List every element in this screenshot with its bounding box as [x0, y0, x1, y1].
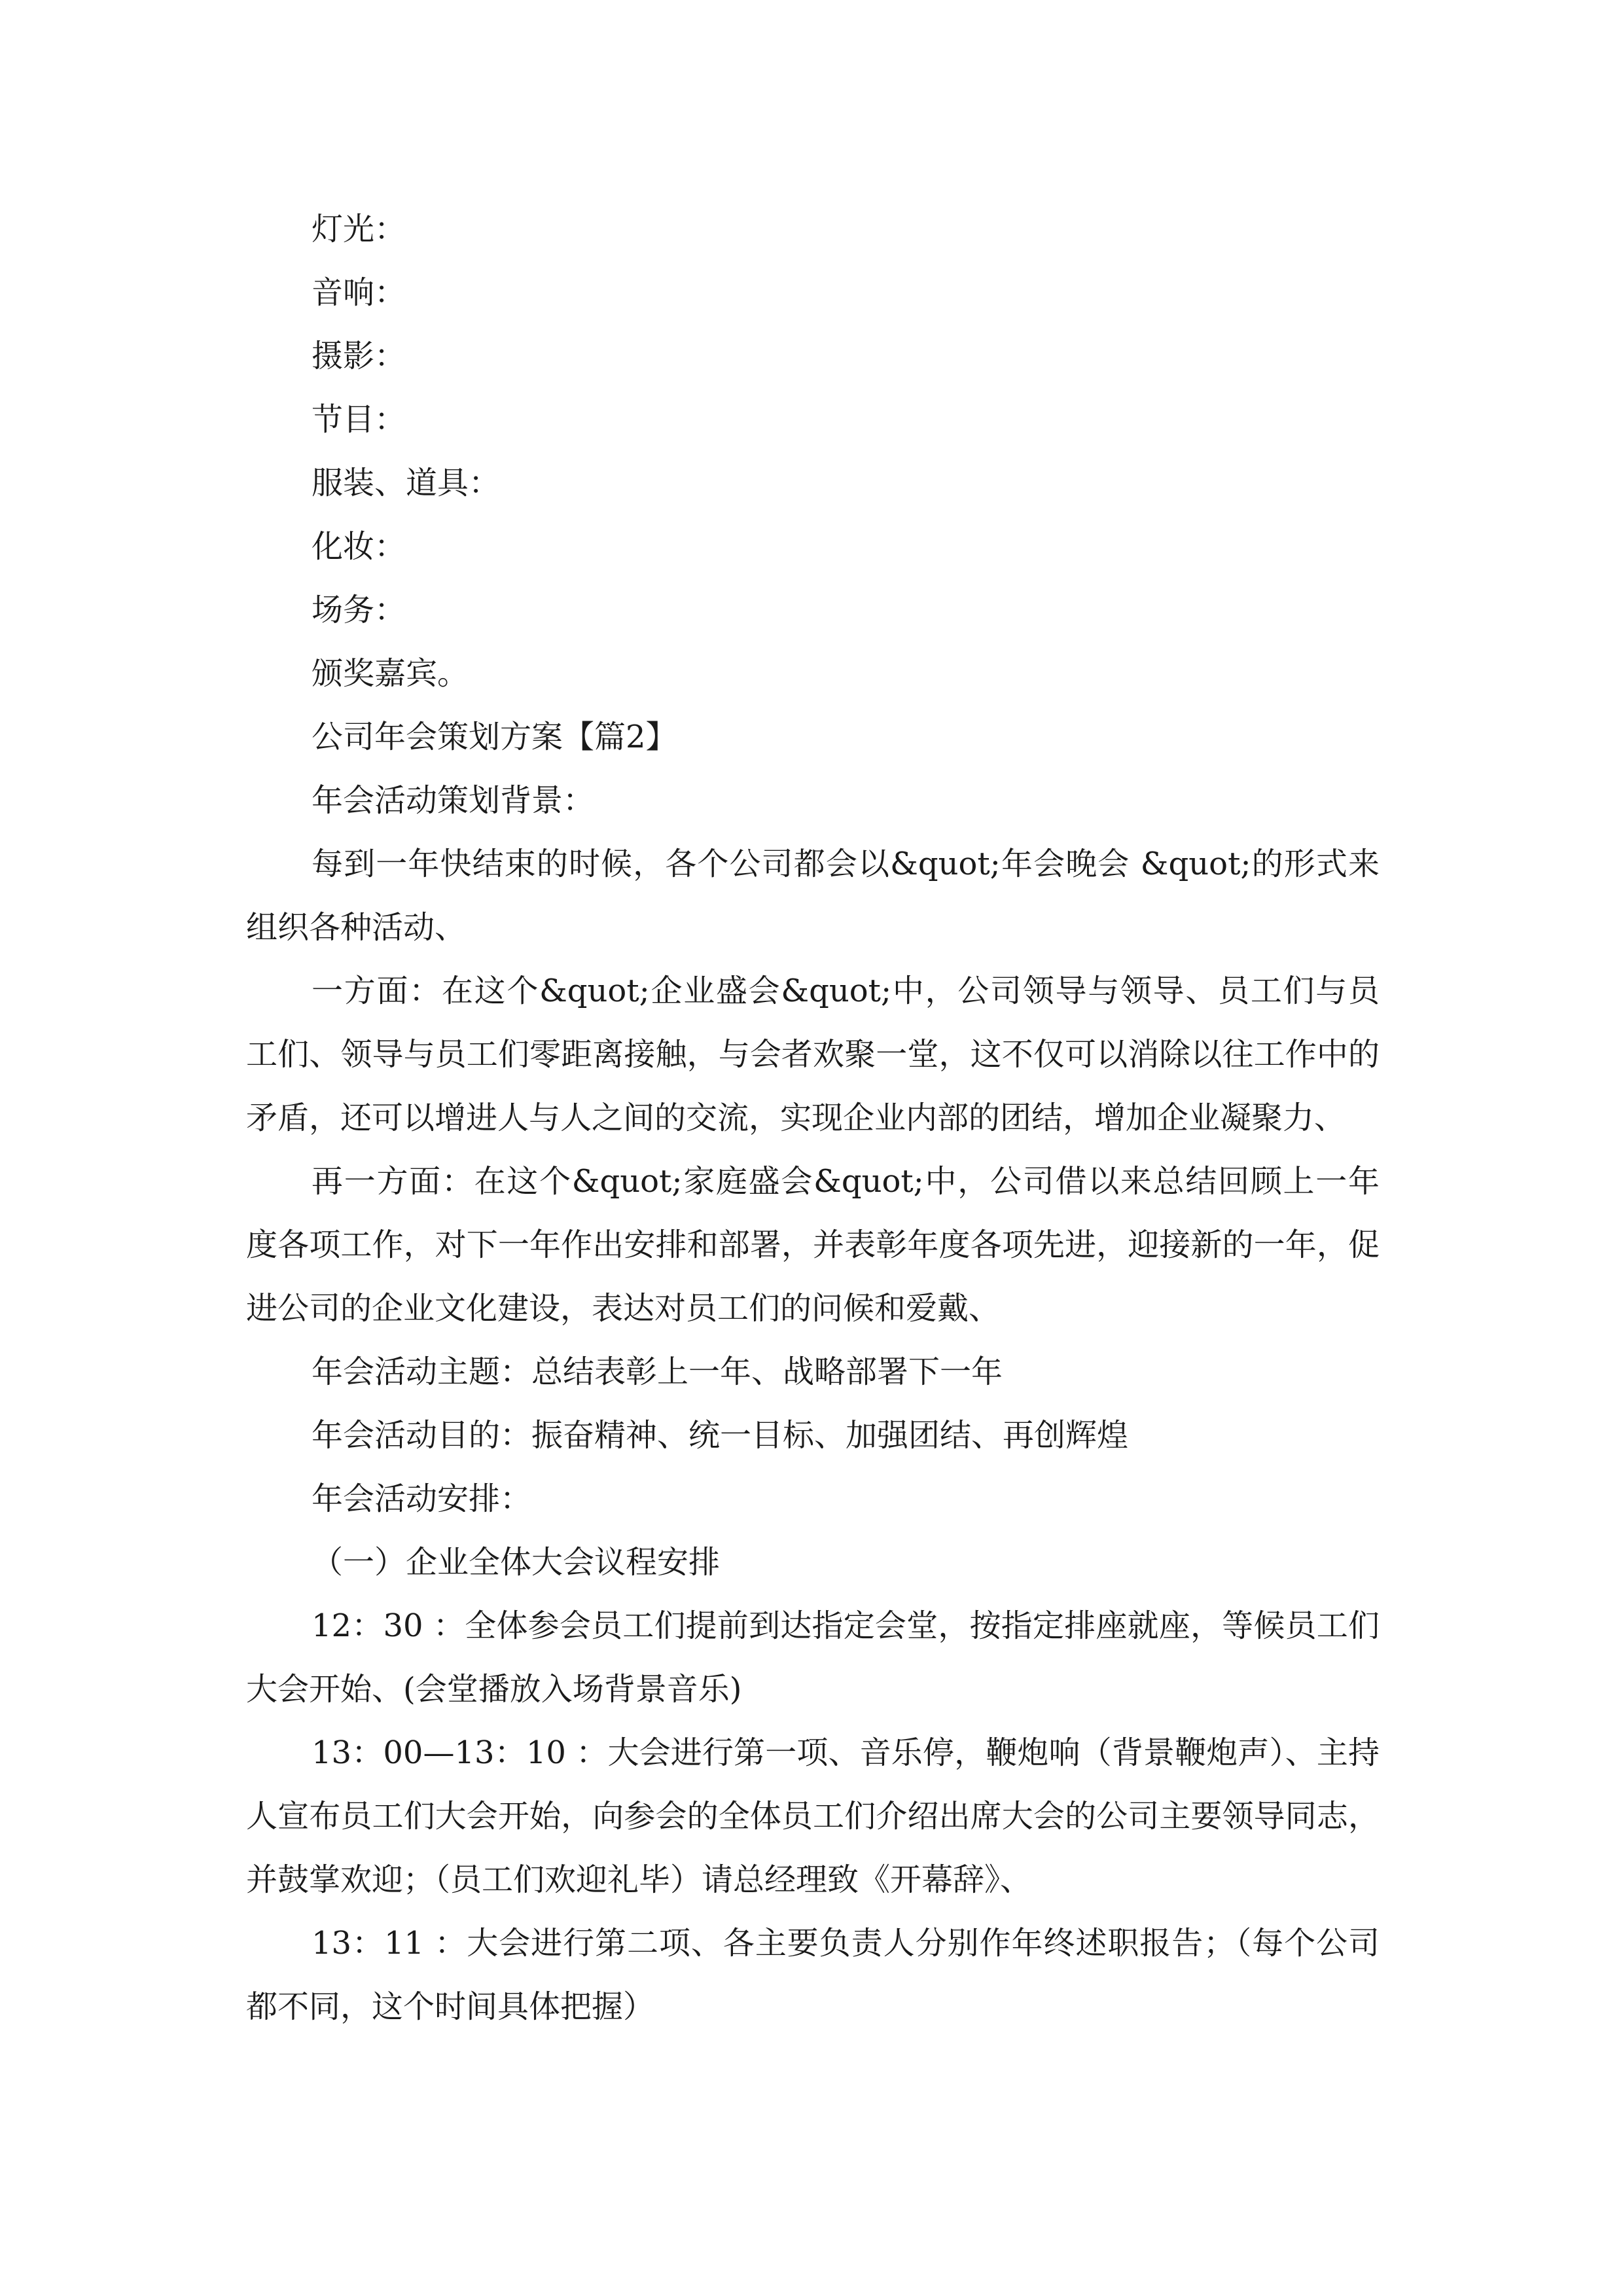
- paragraph-theme: 年会活动主题：总结表彰上一年、战略部署下一年: [312, 1354, 1003, 1390]
- paragraph-agenda-1230: 12：30 ：全体参会员工们提前到达指定会堂，按指定排座就座，等候员工们大会开始、(会堂播放入场背景音乐): [246, 1607, 1380, 1708]
- document-body: [246, 198, 1380, 2039]
- paragraph-background-intro: 每到一年快结束的时候，各个公司都会以&quot;年会晚会 &quot;的形式来组织各种活动、: [246, 846, 1380, 946]
- paragraph-purpose: 年会活动目的：振奋精神、统一目标、加强团结、再创辉煌: [312, 1417, 1129, 1454]
- paragraph-arrangement-heading: 年会活动安排：: [312, 1480, 532, 1517]
- paragraph-program: 节目：: [312, 401, 406, 438]
- paragraph-award-guests: 颁奖嘉宾。: [312, 655, 469, 692]
- paragraph-background-heading: 年会活动策划背景：: [312, 782, 595, 819]
- paragraph-costume-props: 服装、道具：: [312, 465, 501, 501]
- paragraph-photography: 摄影：: [312, 338, 406, 374]
- paragraph-second-aspect: 再一方面：在这个&quot;家庭盛会&quot;中，公司借以来总结回顾上一年度各项工作，对下一年作出安排和部署，并表彰年度各项先进，迎接新的一年，促进公司的企业文化建设，表达对员工们的问候和爱戴、: [246, 1163, 1380, 1327]
- paragraph-agenda-1300: 13：00—13：10 ：大会进行第一项、音乐停，鞭炮响（背景鞭炮声）、主持人宣布员工们大会开始，向参会的全体员工们介绍出席大会的公司主要领导同志，并鼓掌欢迎；（员工们欢迎礼毕）请总经理致《开幕辞》、: [246, 1734, 1380, 1898]
- paragraph-first-aspect: 一方面：在这个&quot;企业盛会&quot;中，公司领导与领导、员工们与员工们、领导与员工们零距离接触，与会者欢聚一堂，这不仅可以消除以往工作中的矛盾，还可以增进人与人之间的交流，实现企业内部的团结，增加企业凝聚力、: [246, 973, 1380, 1136]
- paragraph-agenda-heading: （一）企业全体大会议程安排: [312, 1544, 721, 1581]
- paragraph-lighting: 灯光：: [312, 211, 406, 247]
- paragraph-sound: 音响：: [312, 274, 406, 311]
- paragraph-venue-staff: 场务：: [312, 592, 406, 628]
- paragraph-agenda-1311: 13：11 ：大会进行第二项、各主要负责人分别作年终述职报告；（每个公司都不同，这个时间具体把握）: [246, 1925, 1380, 2025]
- section-title: 公司年会策划方案【篇2】: [312, 719, 677, 755]
- paragraph-makeup: 化妆：: [312, 528, 406, 565]
